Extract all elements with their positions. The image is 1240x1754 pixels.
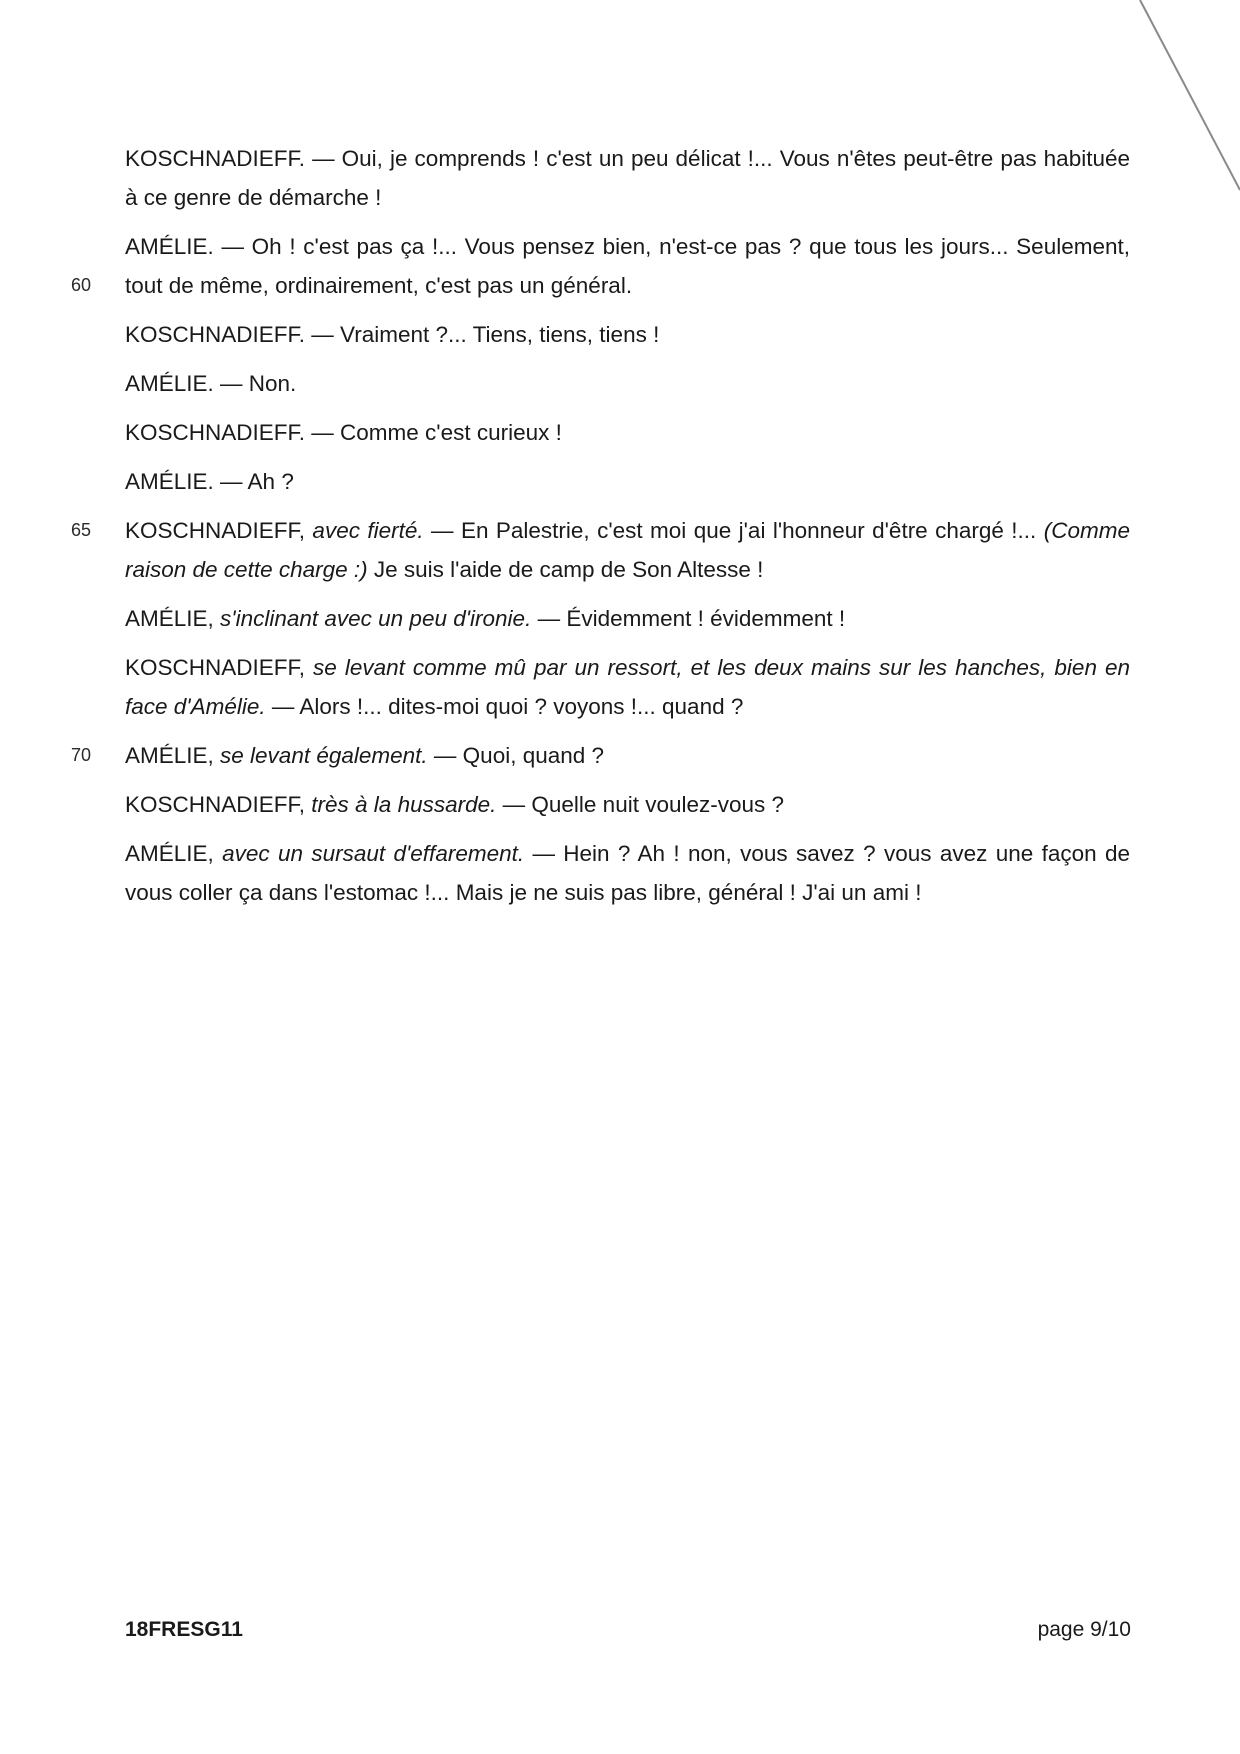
speaker-name: AMÉLIE. [125,371,214,396]
speaker-name: KOSCHNADIEFF. [125,420,306,445]
dialogue-speech: — Comme c'est curieux ! [305,420,562,445]
dialogue-speech: — Non. [213,371,297,396]
stage-direction: s'inclinant avec un peu d'ironie. [213,606,532,631]
stage-direction: (Comme raison de cette charge :) [125,518,1130,582]
speaker-name: KOSCHNADIEFF. [125,322,306,347]
stage-direction: avec fierté. [305,518,424,543]
dialogue-line [125,834,1130,912]
dialogue-speech: — Oh ! c'est pas ça !... Vous pensez bien, n'est-ce pas ? que tous les jours... Seulement, tout de même, ordinairement, c'est pas un général. [125,234,1130,298]
dialogue-line [71,227,1130,305]
dialogue-line [71,736,1130,775]
scan-edge-mark [1120,0,1240,200]
dialogue-speech: — Hein ? Ah ! non, vous savez ? vous avez une façon de vous coller ça dans l'estomac !... Mais je ne suis pas libre, général ! J'ai un ami ! [125,841,1130,905]
dialogue-line [125,413,1130,452]
line-number: 65 [71,520,92,540]
dialogue-speech: — Alors !... dites-moi quoi ? voyons !... quand ? [265,694,744,719]
dialogue-speech: — En Palestrie, c'est moi que j'ai l'honneur d'être chargé !... [423,518,1044,543]
stage-direction: se levant comme mû par un ressort, et les deux mains sur les hanches, bien en face d'Amélie. [125,655,1130,719]
line-number: 70 [71,745,92,765]
dialogue-speech: — Évidemment ! évidemment ! [531,606,846,631]
dialogue-line [125,139,1130,217]
stage-direction: très à la hussarde. [305,792,497,817]
speaker-name: KOSCHNADIEFF. [125,146,306,171]
line-number: 60 [71,275,92,295]
stage-direction: avec un sursaut d'effarement. [213,841,525,866]
dialogue-line [125,648,1130,726]
dialogue-line [125,364,1130,403]
stage-direction: se levant également. [213,743,428,768]
speaker-name: KOSCHNADIEFF, [125,655,306,680]
dialogue-line [125,785,1130,824]
dialogue-speech: — Quoi, quand ? [427,743,605,768]
dialogue-line [71,511,1130,589]
speaker-name: AMÉLIE, [125,841,214,866]
dialogue-speech: — Oui, je comprends ! c'est un peu délicat !... Vous n'êtes peut-être pas habituée à ce genre de démarche ! [125,146,1130,210]
speaker-name: KOSCHNADIEFF, [125,792,306,817]
speaker-name: AMÉLIE. [125,469,214,494]
dialogue-speech: Je suis l'aide de camp de Son Altesse ! [367,557,764,582]
dialogue-line [125,599,1130,638]
dialogue-speech: — Quelle nuit voulez-vous ? [496,792,785,817]
dialogue-text [71,139,1130,922]
speaker-name: AMÉLIE, [125,743,214,768]
dialogue-speech: — Ah ? [213,469,294,494]
speaker-name: KOSCHNADIEFF, [125,518,306,543]
speaker-name: AMÉLIE. [125,234,214,259]
dialogue-line [125,462,1130,501]
speaker-name: AMÉLIE, [125,606,214,631]
document-code: 18FRESG11 [125,1618,243,1641]
page-number: page 9/10 [1037,1618,1131,1641]
dialogue-speech: — Vraiment ?... Tiens, tiens, tiens ! [305,322,660,347]
dialogue-line [125,315,1130,354]
